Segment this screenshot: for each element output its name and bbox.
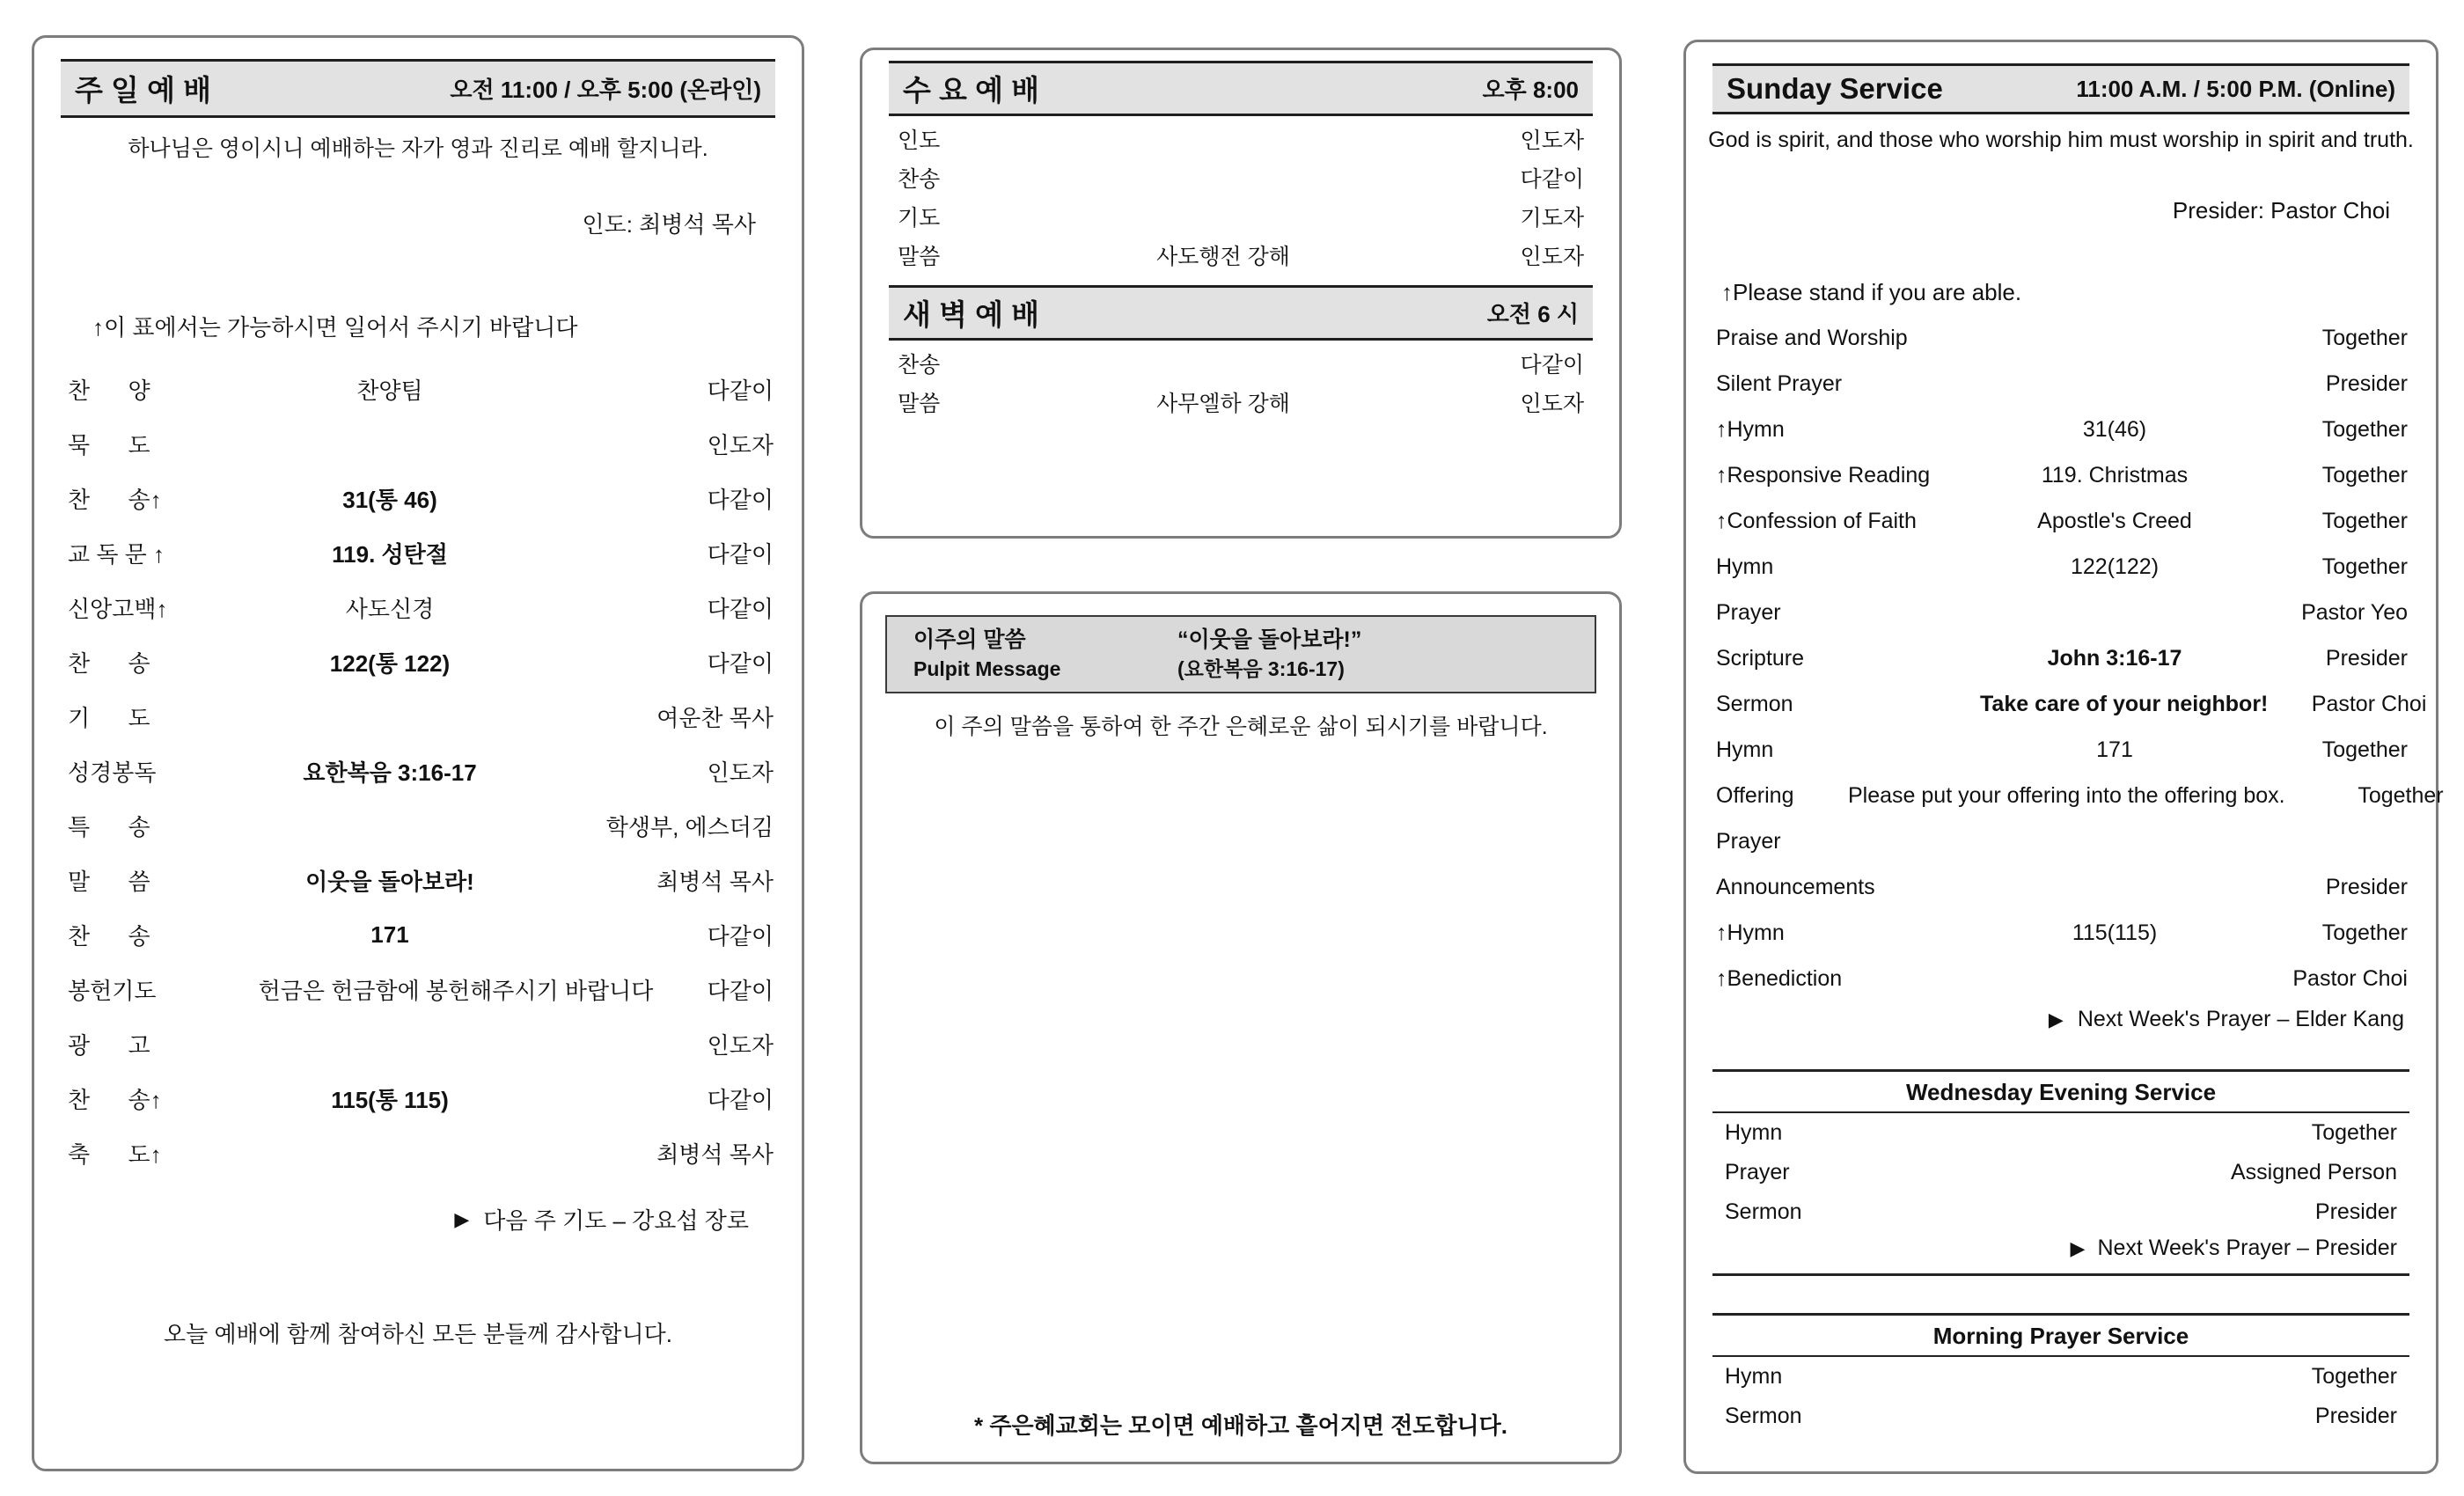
section-title: Wednesday Evening Service [1712,1072,2409,1113]
row-person: Together [2321,737,2408,762]
row-item: 축 도↑ [68,1140,162,1168]
order-row [1716,498,2408,544]
pulpit-label [887,626,1177,683]
row-item: Sermon [1725,1199,1802,1224]
wednesday-service-list [898,120,1584,275]
row-person: Together [2321,554,2408,579]
section-row [1712,1113,2409,1153]
row-person: 여운찬 목사 [656,704,774,731]
pulpit-reference: (요한복음 3:16-17) [1177,656,1345,680]
row-person: 다같이 [707,540,774,568]
presider-line: 인도: 최병석 목사 [582,211,756,238]
order-row [68,1016,774,1071]
row-person: 다같이 [707,649,774,677]
row-value: Please put your offering into the offering box. [1848,782,2285,808]
row-person: Together [2321,416,2408,442]
row-item: 신앙고백↑ [68,595,168,622]
row-item: 말 씀 [68,868,150,895]
row-person: Presider [2325,645,2408,671]
pulpit-quote-block [1177,626,1595,683]
order-row [68,634,774,689]
pulpit-label-korean: 이주의 말씀 [913,627,1026,652]
stand-note: ↑이 표에서는 가능하시면 일어서 주시기 바랍니다 [92,314,578,341]
order-row [68,362,774,416]
order-row [898,344,1584,383]
pulpit-message-panel [860,591,1622,1464]
panel-title: 주 일 예 배 [75,74,212,106]
row-item: 특 송 [68,813,150,840]
row-person: 다같이 [707,922,774,950]
row-value: 31(46) [2082,416,2147,442]
row-value: 115(115) [2072,920,2158,945]
order-row [898,383,1584,422]
row-value: 요한복음 3:16-17 [303,759,477,786]
row-item: 찬 송 [68,649,150,677]
order-row [898,158,1584,197]
english-sunday-service-header [1712,63,2409,114]
row-item: 묵 도 [68,431,150,458]
next-week-prayer-line [1686,1007,2404,1032]
row-item: Announcements [1716,874,1875,899]
next-week-prayer-line [34,1203,749,1236]
row-item: Offering [1716,782,1794,808]
order-row [68,1126,774,1180]
row-item: 말씀 [898,392,941,416]
order-row [898,197,1584,236]
service-time: 오전 11:00 / 오후 5:00 (온라인) [450,77,761,103]
order-row [1716,590,2408,635]
next-week-prayer-text: Next Week's Prayer – Presider [2097,1236,2397,1260]
row-person: 최병석 목사 [656,868,774,895]
row-item: 광 고 [68,1031,150,1059]
row-person: 인도자 [707,759,774,786]
panel-title: Sunday Service [1727,72,1943,105]
row-item: Hymn [1716,554,1774,579]
row-person: 인도자 [1520,392,1584,416]
order-row [68,962,774,1016]
row-item: 기 도 [68,704,150,731]
order-of-service-list [68,362,774,1180]
row-person: 다같이 [1520,353,1584,378]
stand-note: ↑Please stand if you are able. [1721,279,2022,305]
row-item: 성경봉독 [68,759,157,786]
order-row [1716,864,2408,910]
presider-line: Presider: Pastor Choi [2172,197,2390,224]
row-item: ↑Hymn [1716,416,1785,442]
panel-title: 새 벽 예 배 [903,298,1040,331]
row-person: 다같이 [1520,167,1584,192]
row-person: Together [2321,462,2408,488]
row-item: 찬 양 [68,377,150,404]
next-week-prayer-text: 다음 주 기도 – 강요섭 장로 [483,1207,749,1234]
order-row [68,853,774,907]
row-item: Prayer [1725,1160,1790,1184]
row-person: Together [2311,1364,2397,1389]
section-row [1712,1192,2409,1232]
pulpit-blessing-text: 이 주의 말씀을 통하여 한 주간 은혜로운 삶이 되시기를 바랍니다. [934,714,1548,739]
row-person: Pastor Yeo [2301,599,2408,625]
order-row [1716,544,2408,590]
service-time: 오전 6 시 [1486,301,1579,327]
row-person: Together [2321,920,2408,945]
section-row [1712,1357,2409,1397]
order-row [68,744,774,798]
row-value: 찬양팀 [356,377,423,404]
order-row [1716,956,2408,1001]
row-item: 인도 [898,128,941,153]
wednesday-dawn-service-panel [860,48,1622,539]
row-item: 찬송 [898,353,941,378]
pulpit-quote: “이웃을 돌아보라!” [1177,627,1362,652]
row-person: Together [2311,1120,2397,1145]
service-time: 11:00 A.M. / 5:00 P.M. (Online) [2076,75,2395,102]
row-value: 122(122) [2070,554,2160,579]
order-row [68,798,774,853]
thanks-line: 오늘 예배에 함께 참여하신 모든 분들께 감사합니다. [163,1321,672,1347]
row-person: 기도자 [1520,206,1584,231]
order-row [68,580,774,634]
row-value: 115(통 115) [331,1086,449,1113]
row-item: ↑Confession of Faith [1716,508,1917,533]
row-value: 119. Christmas [2041,462,2189,488]
row-person: Assigned Person [2230,1160,2397,1184]
row-value: 사도신경 [345,595,435,622]
order-row [1716,910,2408,956]
wednesday-evening-section [1712,1069,2409,1276]
row-item: ↑Responsive Reading [1716,462,1931,488]
row-item: 찬송 [898,167,941,192]
row-person: 다같이 [707,977,774,1004]
row-person: 인도자 [1520,245,1584,269]
order-row [68,1071,774,1126]
row-value: Apostle's Creed [2037,508,2192,533]
row-item: 찬 송↑ [68,486,162,513]
row-person: Together [2321,325,2408,350]
row-item: 찬 송↑ [68,1086,162,1113]
order-row [1716,635,2408,681]
row-item: Hymn [1716,737,1774,762]
panel-title: 수 요 예 배 [903,74,1040,106]
section-title: Morning Prayer Service [1712,1316,2409,1357]
row-item: Scripture [1716,645,1805,671]
row-item: 봉헌기도 [68,977,157,1004]
dawn-service-header [889,285,1593,341]
row-person: 다같이 [707,1086,774,1113]
next-week-prayer-text: Next Week's Prayer – Elder Kang [2077,1007,2404,1031]
church-motto: * 주은혜교회는 모이면 예배하고 흩어지면 전도합니다. [973,1412,1507,1439]
order-row [1716,773,2444,818]
row-value: 31(통 46) [342,486,437,513]
row-value: 사도행전 강해 [1156,245,1290,269]
play-triangle-icon: ▶ [454,1207,470,1230]
dawn-service-list [898,344,1584,422]
row-item: Praise and Worship [1716,325,1908,350]
row-person: Together [2321,508,2408,533]
order-of-service-list [1716,315,2444,1001]
service-time: 오후 8:00 [1482,77,1579,103]
row-value: 171 [2096,737,2133,762]
row-item: Prayer [1716,828,1781,854]
section-row [1712,1397,2409,1436]
next-week-prayer-line [1712,1232,2409,1266]
row-item: Sermon [1725,1404,1802,1428]
row-person: Presider [2325,874,2408,899]
scripture-verse: God is spirit, and those who worship him must worship in spirit and truth. [1708,128,2414,152]
row-person: Presider [2314,1404,2397,1428]
morning-prayer-section [1712,1313,2409,1443]
order-row [898,236,1584,275]
row-person: Pastor Choi [2292,965,2408,991]
section-row [1712,1153,2409,1192]
row-person: Together [2358,782,2444,808]
order-row [1716,727,2408,773]
row-person: Presider [2314,1199,2397,1224]
order-row [1716,407,2408,452]
row-value: 헌금은 헌금함에 봉헌해주시기 바랍니다 [258,977,654,1004]
play-triangle-icon: ▶ [2048,1008,2064,1030]
pulpit-message-header [885,615,1596,693]
row-person: Pastor Choi [2311,691,2427,716]
order-row [1716,681,2427,727]
row-person: 다같이 [707,595,774,622]
row-item: Hymn [1725,1364,1783,1389]
row-item: Silent Prayer [1716,370,1843,396]
row-value: 122(통 122) [329,649,451,677]
row-item: 찬 송 [68,922,150,950]
order-row [1716,361,2408,407]
row-item: Hymn [1725,1120,1783,1145]
scripture-verse: 하나님은 영이시니 예배하는 자가 영과 진리로 예배 할지니라. [128,136,708,161]
row-person: 다같이 [707,377,774,404]
row-item: 기도 [898,206,941,231]
row-value: John 3:16-17 [2047,645,2182,671]
row-item: Sermon [1716,691,1793,716]
order-row [68,907,774,962]
row-person: 인도자 [1520,128,1584,153]
wednesday-service-header [889,61,1593,116]
row-item: ↑Hymn [1716,920,1785,945]
row-value: 이웃을 돌아보라! [305,868,474,895]
row-person: 인도자 [707,1031,774,1059]
korean-sunday-service-header [61,59,775,118]
order-row [68,689,774,744]
row-item: 말씀 [898,245,941,269]
order-row [68,471,774,525]
row-value: 171 [370,920,409,948]
play-triangle-icon: ▶ [2070,1236,2086,1259]
row-person: 다같이 [707,486,774,513]
row-person: 학생부, 에스더김 [605,813,774,840]
row-person: Presider [2325,370,2408,396]
english-sunday-service-panel [1683,40,2444,1474]
order-row [1716,452,2408,498]
order-row [68,525,774,580]
row-person: 최병석 목사 [656,1140,774,1168]
row-value: 119. 성탄절 [332,540,448,568]
order-row [898,120,1584,158]
row-item: ↑Benediction [1716,965,1843,991]
pulpit-label-english: Pulpit Message [913,656,1061,680]
order-row [68,416,774,471]
order-row [1716,315,2408,361]
korean-sunday-service-panel [32,35,804,1471]
row-value: 사무엘하 강해 [1156,392,1290,416]
row-value: Take care of your neighbor! [1980,691,2269,716]
order-row [1716,818,2408,864]
row-item: 교 독 문 ↑ [68,540,165,568]
row-item: Prayer [1716,599,1781,625]
row-person: 인도자 [707,431,774,458]
